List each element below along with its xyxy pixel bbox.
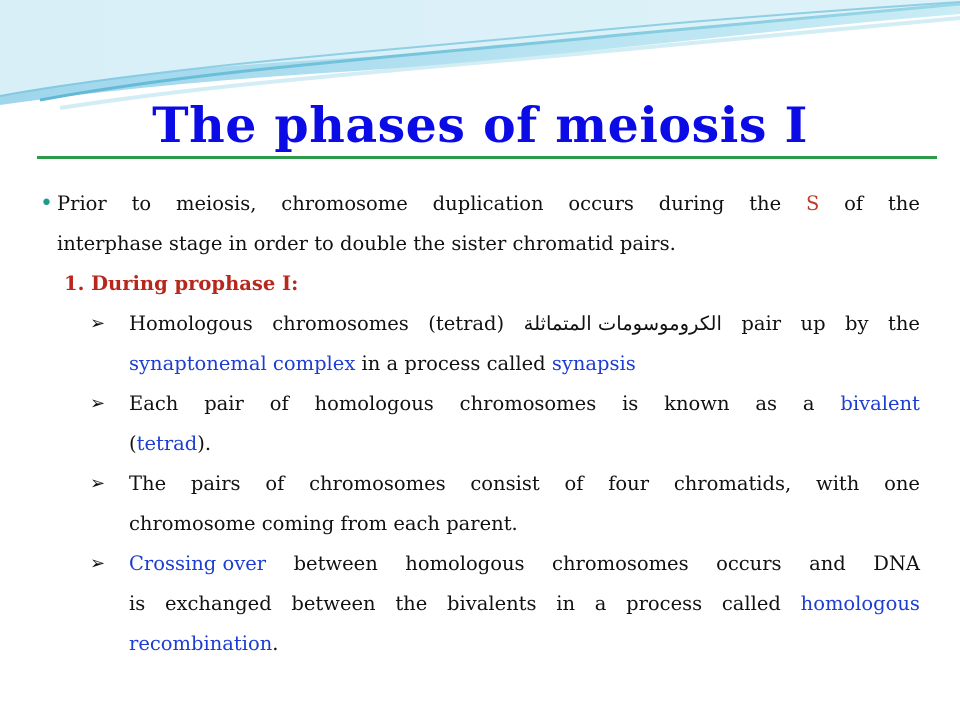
word: (tetrad): [428, 312, 505, 335]
homologous-term: homologous: [800, 592, 920, 615]
bivalent-line-1: [90, 384, 920, 424]
intro-line-1: [40, 184, 920, 224]
word: meiosis,: [175, 192, 257, 215]
word: The: [129, 472, 167, 495]
word: chromosomes: [459, 392, 597, 415]
word: one: [884, 472, 920, 495]
word: as: [755, 392, 778, 415]
tetrad-term: tetrad: [136, 432, 198, 455]
word: by: [845, 312, 869, 335]
word: occurs: [568, 192, 634, 215]
prophase-heading-line: [40, 264, 920, 304]
recombination-term: recombination: [129, 632, 273, 655]
word: duplication: [432, 192, 544, 215]
word: with: [816, 472, 860, 495]
word: chromosome: [281, 192, 408, 215]
word: a: [802, 392, 815, 415]
bivalent-line-2: [129, 424, 920, 464]
word: DNA: [873, 552, 920, 575]
arabic-term: الكروموسومات المتماثلة: [523, 312, 722, 335]
word: up: [800, 312, 826, 335]
bullet-dot-icon: •: [40, 191, 53, 216]
word: four: [608, 472, 650, 495]
arrow-bullet-icon: ➢: [90, 393, 106, 414]
word: chromosomes: [552, 552, 689, 575]
text: .: [272, 632, 279, 655]
word: pairs: [190, 472, 241, 495]
intro-text: interphase stage in order to double the sister chromatid pairs.: [57, 232, 676, 255]
word: is: [622, 392, 639, 415]
word: of: [265, 472, 285, 495]
text: ).: [197, 432, 212, 455]
word: Each: [129, 392, 179, 415]
arrow-bullet-icon: ➢: [90, 313, 106, 334]
page-title: The phases of meiosis I: [152, 96, 808, 154]
word: is: [129, 592, 146, 615]
text: (: [129, 432, 137, 455]
word: the: [749, 192, 782, 215]
word: process: [626, 592, 703, 615]
title-divider: [37, 156, 937, 159]
arrow-bullet-icon: ➢: [90, 553, 106, 574]
slide-body: [40, 184, 920, 664]
intro-line-2: [57, 224, 920, 264]
word: bivalents: [446, 592, 537, 615]
pairs-line-2: [129, 504, 920, 544]
word: of: [844, 192, 864, 215]
word: known: [664, 392, 730, 415]
homologous-line-1: [90, 304, 920, 344]
synapsis-term: synapsis: [551, 352, 636, 375]
word: between: [291, 592, 376, 615]
text: in a process called: [355, 352, 552, 375]
word: homologous: [405, 552, 525, 575]
word: of: [564, 472, 584, 495]
word: homologous: [314, 392, 434, 415]
word: the: [887, 192, 920, 215]
crossing-line-3: [129, 624, 920, 664]
prophase-heading: 1. During prophase I:: [64, 272, 299, 295]
word: and: [809, 552, 846, 575]
word: chromosomes: [309, 472, 446, 495]
word: a: [594, 592, 607, 615]
pairs-line-1: [90, 464, 920, 504]
arrow-bullet-icon: ➢: [90, 473, 106, 494]
word: of: [269, 392, 289, 415]
word: occurs: [716, 552, 782, 575]
word: the: [888, 312, 920, 335]
word: during: [658, 192, 725, 215]
word: pair: [741, 312, 782, 335]
crossing-over-term: Crossing over: [129, 552, 267, 575]
word: called: [721, 592, 781, 615]
word: exchanged: [164, 592, 272, 615]
word: between: [293, 552, 378, 575]
homologous-line-2: [129, 344, 920, 384]
word: in: [556, 592, 576, 615]
word: Homologous: [129, 312, 253, 335]
word: pair: [204, 392, 244, 415]
bivalent-term: bivalent: [840, 392, 920, 415]
word: Prior: [57, 192, 107, 215]
word: chromatids,: [673, 472, 792, 495]
text: chromosome coming from each parent.: [129, 512, 518, 535]
word: the: [395, 592, 428, 615]
decorative-wave-header: [0, 0, 960, 110]
word: chromosomes: [272, 312, 409, 335]
crossing-line-1: [90, 544, 920, 584]
word: consist: [470, 472, 540, 495]
crossing-line-2: [129, 584, 920, 624]
synaptonemal-term: synaptonemal complex: [129, 352, 356, 375]
word: to: [131, 192, 152, 215]
s-phase-highlight: S: [805, 192, 820, 215]
